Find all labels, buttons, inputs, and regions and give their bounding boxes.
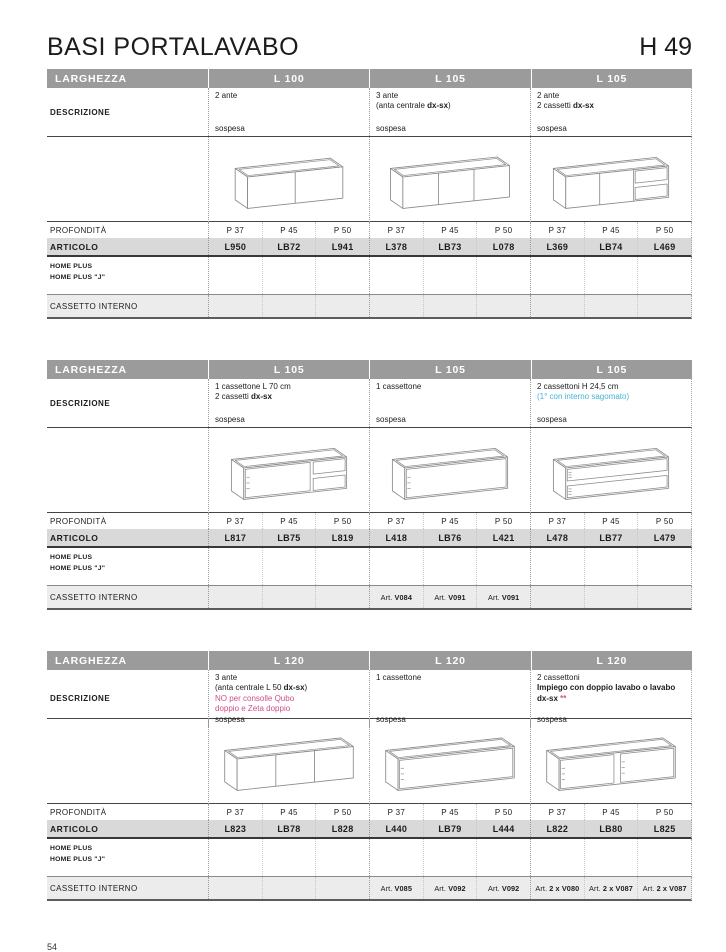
article-code-cell: LB76	[423, 529, 477, 546]
width-header-cell: L 120	[369, 651, 530, 670]
description-segment: Impiego con doppio lavabo o lavabo	[537, 683, 676, 693]
depth-cell: P 37	[369, 513, 423, 529]
drawing-cell	[369, 137, 530, 222]
width-header-cell: L 120	[208, 651, 369, 670]
depth-cell: P 50	[315, 513, 369, 529]
depth-cell: P 45	[584, 513, 638, 529]
article-code-cell: L421	[476, 529, 530, 546]
depth-cell: P 50	[476, 222, 530, 238]
description-line	[537, 101, 686, 111]
home-plus-label	[47, 839, 208, 876]
depth-cell: P 45	[423, 513, 477, 529]
description-line	[537, 694, 686, 704]
description-line	[376, 673, 525, 683]
table-header-row	[47, 360, 692, 379]
description-segment: 3 ante	[376, 91, 399, 100]
article-code-cell: L078	[476, 238, 530, 255]
width-header-cell: L 120	[531, 651, 692, 670]
drawing-cell	[369, 719, 530, 804]
article-code-cell: L941	[315, 238, 369, 255]
cassetto-interno-row	[47, 295, 692, 319]
cassetto-interno-cell	[584, 877, 638, 899]
art-prefix: Art.	[642, 883, 657, 893]
home-plus-cell	[476, 257, 530, 294]
description-segment: )	[304, 683, 308, 693]
description-segment: 1 cassettone L 70 cm	[215, 382, 291, 391]
article-code-cell: L469	[637, 238, 691, 255]
mount-type-label: sospesa	[376, 414, 406, 424]
home-plus-cell	[315, 839, 369, 876]
mount-type-label: sospesa	[376, 123, 406, 133]
depth-cell: P 50	[315, 804, 369, 820]
width-header-cell: L 105	[369, 69, 530, 88]
cassetto-interno-row	[47, 586, 692, 610]
descrizione-label: DESCRIZIONE	[50, 693, 111, 703]
depth-cell: P 45	[423, 804, 477, 820]
drawing-cell	[208, 428, 369, 513]
home-plus-cell	[584, 839, 638, 876]
cassetto-interno-cell	[262, 877, 316, 899]
description-lines	[537, 382, 686, 403]
art-prefix: Art.	[589, 883, 603, 893]
article-code-cell: LB78	[262, 820, 316, 837]
home-plus-cell	[530, 839, 584, 876]
art-prefix: Art.	[487, 883, 502, 893]
cabinet-3-ante-large-icon	[214, 719, 364, 804]
title-bar	[47, 0, 692, 62]
drawing-cell	[530, 137, 691, 222]
description-segment: dx-sx	[537, 693, 561, 703]
height-code: H 49	[639, 33, 692, 61]
description-row	[47, 379, 692, 428]
description-segment: dx-sx	[427, 101, 449, 111]
cabinet-1-cassettone-2-cassetti-icon	[214, 428, 364, 513]
description-line	[376, 382, 525, 392]
description-cell	[530, 88, 691, 136]
art-prefix: Art.	[487, 592, 502, 602]
home-plus-cell	[369, 839, 423, 876]
internal-drawer-code: 2 x V087	[602, 883, 633, 893]
larghezza-header-cell: LARGHEZZA	[55, 72, 127, 85]
article-code-cell: L825	[637, 820, 691, 837]
home-plus-line: HOME PLUS	[50, 263, 93, 270]
home-plus-cell	[530, 257, 584, 294]
description-lines	[537, 91, 686, 112]
depth-cell: P 45	[262, 222, 316, 238]
depth-cell: P 50	[476, 804, 530, 820]
home-plus-cell	[423, 548, 477, 585]
cassetto-interno-cell	[262, 295, 316, 317]
cassetto-interno-cell	[530, 295, 584, 317]
description-row	[47, 670, 692, 724]
cassetto-interno-cell	[315, 586, 369, 608]
depth-cell: P 50	[476, 513, 530, 529]
article-row	[47, 529, 692, 548]
cassetto-interno-cell	[423, 295, 477, 317]
width-header-cell: L 105	[208, 360, 369, 379]
cassetto-interno-cell	[530, 877, 584, 899]
mount-type-label: sospesa	[215, 414, 245, 424]
cabinet-3-ante-icon	[375, 137, 525, 222]
internal-drawer-code: V084	[394, 592, 412, 602]
description-cell	[369, 88, 530, 136]
internal-drawer-code: V091	[501, 592, 520, 602]
cassetto-interno-cell	[476, 295, 530, 317]
catalog-table	[47, 360, 692, 610]
home-plus-line: HOME PLUS	[50, 845, 93, 852]
description-cell	[530, 379, 691, 427]
home-plus-line: HOME PLUS "J"	[50, 855, 106, 863]
cassetto-interno-cell	[530, 586, 584, 608]
art-prefix: Art.	[380, 592, 395, 602]
cassetto-interno-row	[47, 877, 692, 901]
width-header-cell: L 100	[208, 69, 369, 88]
description-lines	[215, 673, 364, 715]
home-plus-row	[47, 257, 692, 295]
article-code-cell: L819	[315, 529, 369, 546]
home-plus-cell	[208, 548, 262, 585]
description-segment: (anta centrale L 50	[215, 683, 284, 693]
description-segment: dx-sx	[573, 101, 594, 111]
mount-type-label: sospesa	[215, 714, 245, 724]
home-plus-line: HOME PLUS	[50, 554, 93, 561]
description-segment: dx-sx	[283, 683, 305, 693]
cabinet-2-ante-2-cassetti-icon	[536, 137, 686, 222]
home-plus-cell	[637, 548, 691, 585]
art-prefix: Art.	[434, 883, 449, 893]
drawing-row-spacer	[47, 428, 208, 513]
home-plus-cell	[530, 548, 584, 585]
depth-cell: P 45	[423, 222, 477, 238]
home-plus-cell	[315, 257, 369, 294]
drawing-cell	[530, 428, 691, 513]
table-header-row	[47, 69, 692, 88]
description-line	[537, 91, 686, 101]
descrizione-label: DESCRIZIONE	[50, 398, 111, 408]
article-code-cell: LB77	[584, 529, 638, 546]
home-plus-cell	[208, 257, 262, 294]
description-segment: doppio e Zeta doppio	[215, 704, 291, 714]
description-lines	[537, 673, 686, 704]
cassetto-interno-cell	[315, 877, 369, 899]
profondita-label: PROFONDITÀ	[50, 225, 107, 235]
article-row	[47, 238, 692, 257]
catalog-table	[47, 69, 692, 319]
description-segment: (1° con interno sagomato)	[537, 392, 630, 402]
catalog-table	[47, 651, 692, 901]
home-plus-label	[47, 257, 208, 294]
home-plus-cell	[584, 257, 638, 294]
article-code-cell: L950	[208, 238, 262, 255]
description-segment: 2 ante	[215, 91, 238, 100]
depth-cell: P 37	[208, 513, 262, 529]
home-plus-line: HOME PLUS "J"	[50, 273, 106, 281]
description-cell	[208, 379, 369, 427]
cassetto-interno-label: CASSETTO INTERNO	[50, 883, 138, 893]
description-segment: 2 cassetti	[537, 101, 574, 111]
description-cell	[369, 379, 530, 427]
art-prefix: Art.	[535, 883, 550, 893]
home-plus-cell	[369, 548, 423, 585]
description-segment: 2 ante	[537, 91, 560, 100]
depth-cell: P 50	[637, 222, 691, 238]
home-plus-cell	[476, 548, 530, 585]
depth-cell: P 50	[637, 513, 691, 529]
article-code-cell: L822	[530, 820, 584, 837]
description-line	[215, 382, 364, 392]
larghezza-header-cell: LARGHEZZA	[55, 654, 127, 667]
description-segment: NO per consolle Qubo	[215, 693, 295, 703]
article-code-cell: LB73	[423, 238, 477, 255]
drawing-row	[47, 137, 692, 222]
depth-cell: P 50	[315, 222, 369, 238]
cassetto-interno-cell	[584, 295, 638, 317]
description-lines	[376, 673, 525, 683]
table-header-row	[47, 651, 692, 670]
depth-cell: P 45	[262, 513, 316, 529]
article-code-cell: L369	[530, 238, 584, 255]
description-segment: 1 cassettone	[376, 673, 422, 682]
home-plus-cell	[262, 839, 316, 876]
page-content	[47, 0, 692, 952]
page-title: BASI PORTALAVABO	[47, 33, 300, 61]
depth-cell: P 37	[530, 513, 584, 529]
articolo-label: ARTICOLO	[50, 532, 99, 543]
descrizione-label: DESCRIZIONE	[50, 107, 111, 117]
home-plus-cell	[637, 257, 691, 294]
article-code-cell: L828	[315, 820, 369, 837]
home-plus-row	[47, 839, 692, 877]
drawing-cell	[208, 137, 369, 222]
home-plus-cell	[262, 257, 316, 294]
article-code-cell: LB75	[262, 529, 316, 546]
larghezza-header-cell: LARGHEZZA	[55, 363, 127, 376]
mount-type-label: sospesa	[537, 123, 567, 133]
drawing-cell	[208, 719, 369, 804]
article-code-cell: LB72	[262, 238, 316, 255]
drawing-cell	[369, 428, 530, 513]
art-prefix: Art.	[380, 883, 395, 893]
description-lines	[376, 382, 525, 392]
width-header-cell: L 105	[531, 360, 692, 379]
cassetto-interno-cell	[208, 877, 262, 899]
mount-type-label: sospesa	[376, 714, 406, 724]
cassetto-interno-label: CASSETTO INTERNO	[50, 592, 138, 602]
description-line	[537, 392, 686, 402]
cabinet-2-cassettoni-affiancati-icon	[536, 719, 686, 804]
home-plus-cell	[423, 257, 477, 294]
drawing-row-spacer	[47, 719, 208, 804]
description-lines	[215, 382, 364, 403]
home-plus-cell	[476, 839, 530, 876]
depth-cell: P 37	[369, 804, 423, 820]
profondita-label: PROFONDITÀ	[50, 516, 107, 526]
profondita-label: PROFONDITÀ	[50, 807, 107, 817]
home-plus-cell	[584, 548, 638, 585]
home-plus-label	[47, 548, 208, 585]
description-line	[215, 683, 364, 693]
internal-drawer-code: V092	[501, 883, 520, 893]
depth-cell: P 37	[530, 804, 584, 820]
article-code-cell: L378	[369, 238, 423, 255]
article-code-cell: LB80	[584, 820, 638, 837]
article-row	[47, 820, 692, 839]
home-plus-row	[47, 548, 692, 586]
cassetto-interno-cell	[584, 586, 638, 608]
home-plus-cell	[208, 839, 262, 876]
description-line	[215, 392, 364, 402]
description-segment: )	[448, 101, 451, 111]
description-lines	[376, 91, 525, 112]
drawing-row	[47, 428, 692, 513]
description-segment: 3 ante	[215, 673, 238, 682]
description-cell	[208, 88, 369, 136]
cassetto-interno-cell	[208, 586, 262, 608]
home-plus-cell	[262, 548, 316, 585]
description-segment: 2 cassetti	[215, 392, 252, 402]
description-line	[376, 101, 525, 111]
cassetto-interno-cell	[423, 586, 477, 608]
internal-drawer-code: 2 x V087	[656, 883, 687, 893]
cassetto-interno-label: CASSETTO INTERNO	[50, 301, 138, 311]
depth-cell: P 45	[584, 222, 638, 238]
tables-container	[47, 69, 692, 901]
internal-drawer-code: V092	[448, 883, 466, 893]
cassetto-interno-cell	[369, 586, 423, 608]
article-code-cell: L418	[369, 529, 423, 546]
cassetto-interno-cell	[369, 877, 423, 899]
depth-cell: P 45	[584, 804, 638, 820]
description-line	[537, 683, 686, 693]
article-code-cell: L823	[208, 820, 262, 837]
description-line	[215, 91, 364, 101]
description-line	[537, 382, 686, 392]
description-segment: **	[560, 693, 567, 703]
article-code-cell: LB74	[584, 238, 638, 255]
cassetto-interno-cell	[262, 586, 316, 608]
home-plus-line: HOME PLUS "J"	[50, 564, 106, 572]
description-segment: 1 cassettone	[376, 382, 422, 391]
cabinet-2-cassettoni-icon	[536, 428, 686, 513]
mount-type-label: sospesa	[537, 714, 567, 724]
depth-cell: P 37	[208, 222, 262, 238]
article-code-cell: L478	[530, 529, 584, 546]
cassetto-interno-cell	[208, 295, 262, 317]
depth-row	[47, 222, 692, 238]
description-segment: 2 cassettoni	[537, 673, 580, 682]
depth-cell: P 50	[637, 804, 691, 820]
description-lines	[215, 91, 364, 101]
article-code-cell: L444	[476, 820, 530, 837]
article-code-cell: L817	[208, 529, 262, 546]
page-number: 54	[47, 942, 58, 952]
depth-cell: P 37	[530, 222, 584, 238]
depth-row	[47, 804, 692, 820]
description-row	[47, 88, 692, 137]
description-line	[215, 694, 364, 704]
cassetto-interno-cell	[315, 295, 369, 317]
mount-type-label: sospesa	[537, 414, 567, 424]
description-segment: dx-sx	[251, 392, 272, 402]
drawing-row	[47, 719, 692, 804]
cassetto-interno-cell	[637, 586, 691, 608]
cassetto-interno-cell	[637, 295, 691, 317]
home-plus-cell	[637, 839, 691, 876]
width-header-cell: L 105	[531, 69, 692, 88]
articolo-label: ARTICOLO	[50, 823, 99, 834]
cassetto-interno-cell	[637, 877, 691, 899]
internal-drawer-code: V085	[394, 883, 412, 893]
drawing-cell	[530, 719, 691, 804]
internal-drawer-code: 2 x V080	[549, 883, 580, 893]
cabinet-1-cassettone-icon	[375, 428, 525, 513]
cabinet-1-cassettone-large-icon	[375, 719, 525, 804]
description-segment: 2 cassettoni H 24,5 cm	[537, 382, 619, 391]
article-code-cell: L440	[369, 820, 423, 837]
depth-cell: P 37	[208, 804, 262, 820]
cassetto-interno-cell	[476, 877, 530, 899]
art-prefix: Art.	[434, 592, 449, 602]
description-line	[215, 673, 364, 683]
description-segment: (anta centrale	[376, 101, 428, 111]
drawing-row-spacer	[47, 137, 208, 222]
internal-drawer-code: V091	[448, 592, 466, 602]
cassetto-interno-cell	[476, 586, 530, 608]
cassetto-interno-cell	[423, 877, 477, 899]
home-plus-cell	[315, 548, 369, 585]
width-header-cell: L 105	[369, 360, 530, 379]
cabinet-2-ante-icon	[214, 137, 364, 222]
article-code-cell: LB79	[423, 820, 477, 837]
description-line	[537, 673, 686, 683]
articolo-label: ARTICOLO	[50, 241, 99, 252]
depth-row	[47, 513, 692, 529]
depth-cell: P 45	[262, 804, 316, 820]
depth-cell: P 37	[369, 222, 423, 238]
article-code-cell: L479	[637, 529, 691, 546]
description-line	[376, 91, 525, 101]
mount-type-label: sospesa	[215, 123, 245, 133]
description-line	[215, 704, 364, 714]
home-plus-cell	[423, 839, 477, 876]
home-plus-cell	[369, 257, 423, 294]
cassetto-interno-cell	[369, 295, 423, 317]
